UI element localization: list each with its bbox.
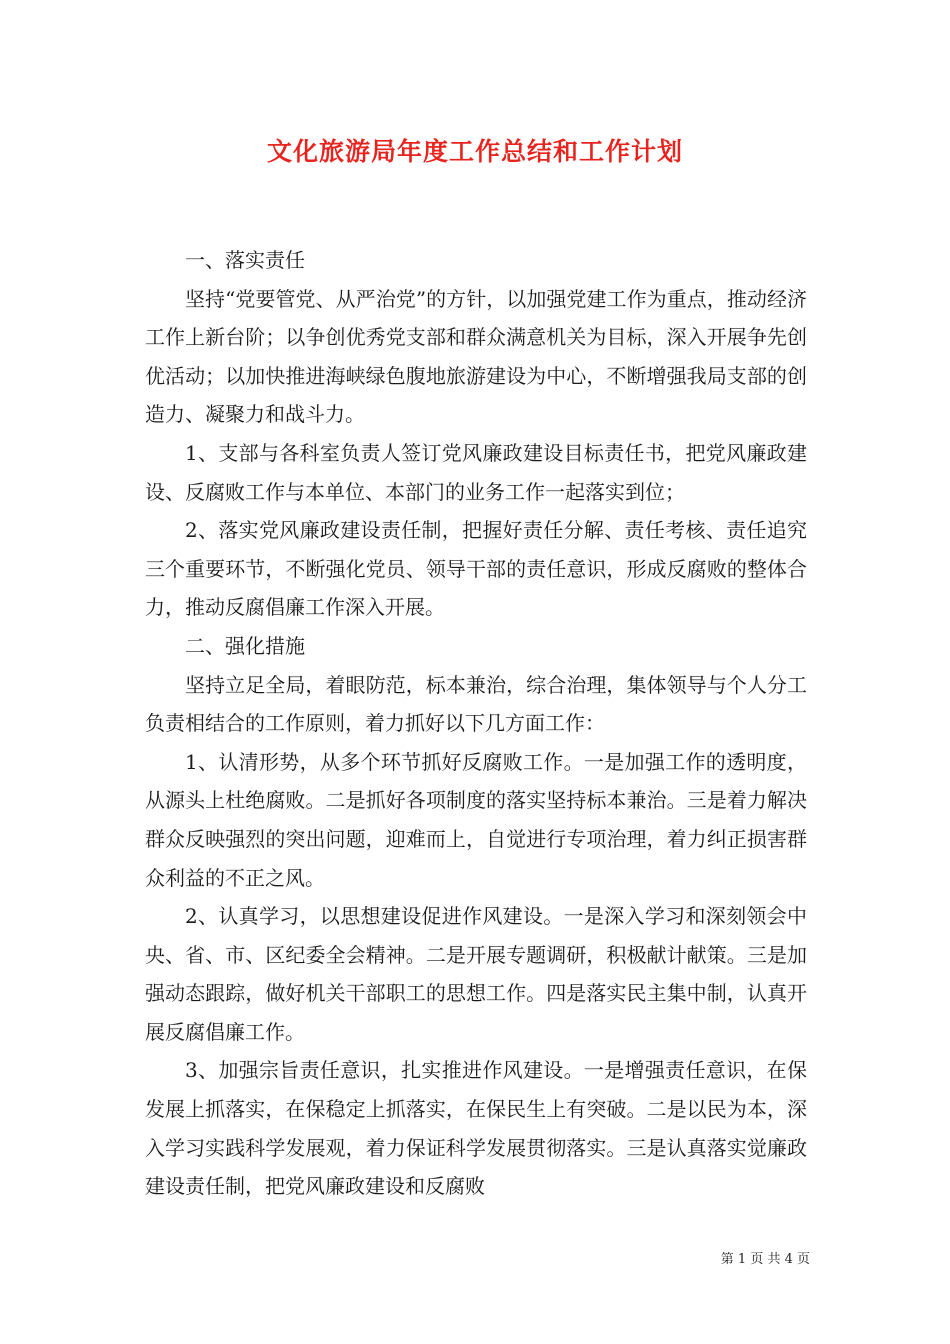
paragraph: 坚持立足全局，着眼防范，标本兼治，综合治理，集体领导与个人分工负责相结合的工作原则，着力抓好以下几方面工作： — [145, 672, 807, 736]
document-body — [145, 241, 807, 1206]
paragraph: 3、加强宗旨责任意识，扎实推进作风建设。一是增强责任意识，在保发展上抓落实，在保稳定上抓落实，在保民生上有突破。二是以民为本，深入学习实践科学发展观，着力保证科学发展贯彻落实。三是认真落实觉廉政建设责任制，把党风廉政建设和反腐败 — [145, 1058, 807, 1199]
document-title: 文化旅游局年度工作总结和工作计划 — [266, 137, 683, 166]
paragraph: 1、认清形势，从多个环节抓好反腐败工作。一是加强工作的透明度，从源头上杜绝腐败。二是抓好各项制度的落实坚持标本兼治。三是着力解决群众反映强烈的突出问题，迎难而上，自觉进行专项治理，着力纠正损害群众利益的不正之风。 — [145, 749, 807, 890]
paragraph: 2、认真学习，以思想建设促进作风建设。一是深入学习和深刻领会中央、省、市、区纪委全会精神。二是开展专题调研，积极献计献策。三是加强动态跟踪，做好机关干部职工的思想工作。四是落实民主集中制，认真开展反腐倡廉工作。 — [145, 904, 807, 1044]
paragraph: 坚持“党要管党、从严治党”的方针，以加强党建工作为重点，推动经济工作上新台阶；以争创优秀党支部和群众满意机关为目标，深入开展争先创优活动；以加快推进海峡绿色腹地旅游建设为中心，不断增强我局支部的创造力、凝聚力和战斗力。 — [145, 286, 807, 427]
paragraph: 1、支部与各科室负责人签订党风廉政建设目标责任书，把党风廉政建设、反腐败工作与本单位、本部门的业务工作一起落实到位； — [145, 440, 807, 504]
section-heading: 二、强化措施 — [185, 633, 305, 658]
paragraph: 2、落实党风廉政建设责任制，把握好责任分解、责任考核、责任追究三个重要环节，不断强化党员、领导干部的责任意识，形成反腐败的整体合力，推动反腐倡廉工作深入开展。 — [145, 518, 807, 620]
page-number: 第 1 页 共 4 页 — [720, 1252, 810, 1267]
section-heading: 一、落实责任 — [185, 248, 305, 272]
